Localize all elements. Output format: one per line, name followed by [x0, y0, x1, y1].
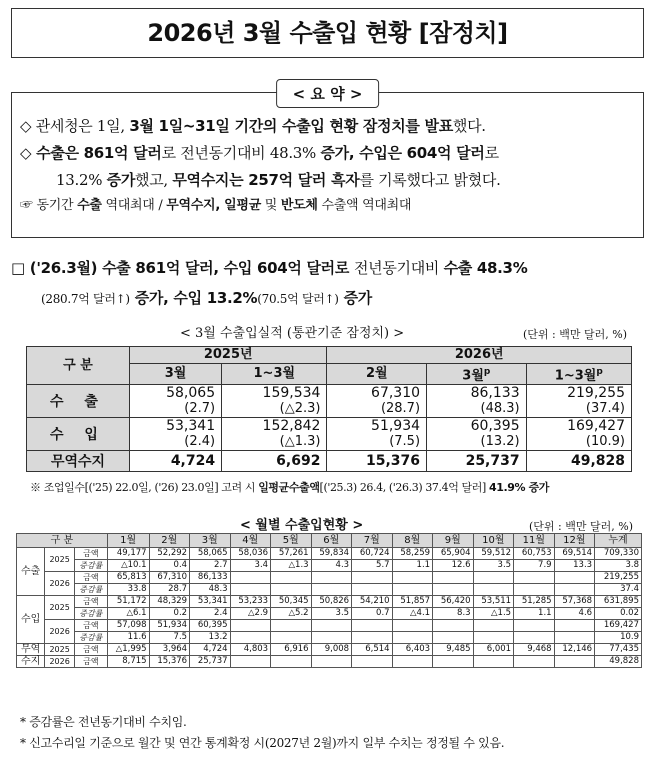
table2-cell: 51,857 — [392, 596, 433, 608]
table2-cell: 1.1 — [514, 608, 555, 620]
table2-cell: 52,292 — [149, 548, 190, 560]
table1-cell: 86,133 — [427, 385, 527, 402]
table2-cell — [554, 620, 595, 632]
table2-cell: 6,514 — [352, 644, 393, 656]
table2-cell — [311, 656, 352, 668]
table2-cell: 13.3 — [554, 560, 595, 572]
table2-cell: 4.6 — [554, 608, 595, 620]
table2-cell: 60,724 — [352, 548, 393, 560]
table1-cell: 219,255 — [526, 385, 631, 402]
table2-cell: 60,753 — [514, 548, 555, 560]
table2-header-cell: 5월 — [271, 534, 312, 548]
table2-cell: 57,261 — [271, 548, 312, 560]
table2-cell — [514, 620, 555, 632]
table2-cell: 9,468 — [514, 644, 555, 656]
table2-cell — [352, 656, 393, 668]
table1-col: 3월$^p$ — [427, 364, 527, 385]
table2-row-label: 증감률 — [74, 560, 107, 572]
table2-header-cell: 10월 — [473, 534, 514, 548]
table2-cell: 0.7 — [352, 608, 393, 620]
table2-cell: 9,485 — [433, 644, 474, 656]
table2-row-balance — [17, 656, 642, 668]
table2-cell: 48,329 — [149, 596, 190, 608]
table2-row-label: 금액 — [74, 596, 107, 608]
table2-cell — [311, 632, 352, 644]
table2-cell: 54,210 — [352, 596, 393, 608]
table2-cell — [473, 572, 514, 584]
table2-cell — [352, 584, 393, 596]
table2-row-label: 증감률 — [74, 632, 107, 644]
table2-cell: 57,368 — [554, 596, 595, 608]
table2-cell: 6,403 — [392, 644, 433, 656]
table1-cell: 152,842 — [222, 418, 327, 435]
table2-group-label: 수출 — [17, 548, 45, 596]
table2-cell: 4,724 — [190, 644, 231, 656]
table2-row-balance — [17, 644, 642, 656]
table2-year-label: 2026 — [45, 656, 75, 668]
table2-cell: 53,511 — [473, 596, 514, 608]
table2-header-cell: 12월 — [554, 534, 595, 548]
footnote: * 신고수리일 기준으로 월간 및 연간 통계확정 시(2027년 2월)까지 일부 수치는 정정될 수 있음. — [20, 736, 505, 750]
table2-year-label: 2025 — [45, 596, 75, 620]
table2-cell — [311, 572, 352, 584]
table2-cell: 7.5 — [149, 632, 190, 644]
table2-cell — [433, 572, 474, 584]
table1-cell: 169,427 — [526, 418, 631, 435]
table2-cell — [392, 656, 433, 668]
table2-cell — [271, 584, 312, 596]
table2-cell: 2.7 — [190, 560, 231, 572]
table2-cell — [271, 572, 312, 584]
summary-bullet-1: ◇ 관세청은 1일, 3월 1일~31일 기간의 수출입 현황 잠정치를 발표했다. — [20, 117, 486, 135]
table2-header-cell: 7월 — [352, 534, 393, 548]
table2-cell: 9,008 — [311, 644, 352, 656]
table1-cell: (10.9) — [526, 434, 631, 451]
table2-group-label: 수입 — [17, 596, 45, 644]
table2-cell: 6,001 — [473, 644, 514, 656]
table2-cell: 65,813 — [107, 572, 149, 584]
table1-row-export — [27, 385, 632, 402]
table2-cell: 219,255 — [595, 572, 642, 584]
table2-header-cell: 11월 — [514, 534, 555, 548]
table2-cell: △1.3 — [271, 560, 312, 572]
table1-header-year2: 2026년 — [327, 347, 632, 364]
table2-header-cell: 1월 — [107, 534, 149, 548]
table2-cell: 67,310 — [149, 572, 190, 584]
table2-header-cell: 2월 — [149, 534, 190, 548]
table1-col: 3월 — [130, 364, 222, 385]
table2-row — [17, 548, 642, 560]
table2-year-label: 2025 — [45, 548, 75, 572]
table2-cell: 4,803 — [230, 644, 271, 656]
table2-cell — [392, 584, 433, 596]
table2-row — [17, 572, 642, 584]
table2-cell: 53,341 — [190, 596, 231, 608]
table2-row — [17, 584, 642, 596]
table2-cell — [311, 584, 352, 596]
table2-year-label: 2025 — [45, 644, 75, 656]
table2-cell — [230, 632, 271, 644]
table2-cell — [473, 656, 514, 668]
table2-cell — [554, 632, 595, 644]
table2-cell: 60,395 — [190, 620, 231, 632]
footnotes — [20, 712, 504, 754]
summary-note: ☞ 동기간 수출 역대최대 / 무역수지, 일평균 및 반도체 수출액 역대최대 — [20, 198, 412, 213]
table2-group-label: 수지 — [17, 656, 45, 668]
footnote: * 증감률은 전년동기대비 수치임. — [20, 715, 187, 729]
table2-header-cell: 누계 — [595, 534, 642, 548]
table2-cell: 59,834 — [311, 548, 352, 560]
table2-cell — [352, 620, 393, 632]
table2-cell — [230, 584, 271, 596]
table2-header-cell: 8월 — [392, 534, 433, 548]
table2-cell: △1.5 — [473, 608, 514, 620]
table2-cell: 12.6 — [433, 560, 474, 572]
table2-cell: 169,427 — [595, 620, 642, 632]
table1-cell: 49,828 — [526, 451, 631, 472]
monthly-trade-table — [16, 533, 642, 668]
table2-unit: (단위 : 백만 달러, %) — [529, 520, 633, 533]
monthly-summary-table — [26, 346, 632, 472]
table2-cell: 12,146 — [554, 644, 595, 656]
table2-cell — [514, 584, 555, 596]
table1-row-label: 수 출 — [27, 385, 130, 418]
table2-cell: 50,345 — [271, 596, 312, 608]
table1-row-label: 수 입 — [27, 418, 130, 451]
table2-cell: △4.1 — [392, 608, 433, 620]
table2-cell — [554, 584, 595, 596]
table2-cell: △6.1 — [107, 608, 149, 620]
table2-cell — [352, 632, 393, 644]
summary-label: < 요 약 > — [276, 79, 380, 108]
table2-year-label: 2026 — [45, 620, 75, 644]
table1-row-label: 무역수지 — [27, 451, 130, 472]
table2-cell: △2.9 — [230, 608, 271, 620]
table1-unit: (단위 : 백만 달러, %) — [523, 328, 627, 341]
table1-row-import — [27, 418, 632, 435]
table2-cell — [392, 572, 433, 584]
table1-col: 1~3월 — [222, 364, 327, 385]
table1-cell: 6,692 — [222, 451, 327, 472]
table2-row-label: 금액 — [74, 572, 107, 584]
table2-cell: 15,376 — [149, 656, 190, 668]
table2-cell: 8,715 — [107, 656, 149, 668]
table1-col: 1~3월$^p$ — [526, 364, 631, 385]
table1-cell: 159,534 — [222, 385, 327, 402]
summary-bullet-2: ◇ 수출은 861억 달러로 전년동기대비 48.3% 증가, 수입은 604억 달러로 — [20, 144, 499, 162]
table2-cell: 8.3 — [433, 608, 474, 620]
table2-row-label: 증감률 — [74, 584, 107, 596]
table2-cell: 4.3 — [311, 560, 352, 572]
table2-cell — [392, 620, 433, 632]
table2-cell: 77,435 — [595, 644, 642, 656]
table2-cell: 3.5 — [473, 560, 514, 572]
table1-cell: 58,065 — [130, 385, 222, 402]
table2-year-label: 2026 — [45, 572, 75, 596]
table2-cell: 13.2 — [190, 632, 231, 644]
table2-cell — [271, 632, 312, 644]
table2-cell — [230, 620, 271, 632]
table1-header-group: 구 분 — [27, 347, 130, 385]
table2-cell — [392, 632, 433, 644]
table2-row — [17, 632, 642, 644]
table2-cell: 57,098 — [107, 620, 149, 632]
table2-cell: 58,036 — [230, 548, 271, 560]
table1-note: ※ 조업일수[('25) 22.0일, ('26) 23.0일] 고려 시 일평균수출액[('25.3) 26.4, ('26.3) 37.4억 달러] 41.9% 증가 — [30, 481, 550, 494]
table2-row-label: 증감률 — [74, 608, 107, 620]
table1-header-year1: 2025년 — [130, 347, 327, 364]
table2-cell: 65,904 — [433, 548, 474, 560]
table2-cell: 51,285 — [514, 596, 555, 608]
table2-row — [17, 596, 642, 608]
table2-cell — [554, 656, 595, 668]
table2-cell: 33.8 — [107, 584, 149, 596]
table2-cell — [230, 572, 271, 584]
table1-col: 2월 — [327, 364, 427, 385]
table2-row — [17, 608, 642, 620]
table1-cell: (13.2) — [427, 434, 527, 451]
table2-cell: 3,964 — [149, 644, 190, 656]
table1-cell: 25,737 — [427, 451, 527, 472]
page-title: 2026년 3월 수출입 현황 [잠정치] — [11, 8, 644, 58]
main-paragraph: □ ('26.3월) 수출 861억 달러, 수입 604억 달러로 전년동기대비 수출 48.3% (280.7억 달러↑) 증가, 수입 13.2%(70.5억 달러↑) 증가 — [11, 259, 528, 307]
table2-cell: 28.7 — [149, 584, 190, 596]
table2-cell: △1,995 — [107, 644, 149, 656]
table2-cell — [433, 620, 474, 632]
table1-row-balance — [27, 451, 632, 472]
table1-cell: (37.4) — [526, 401, 631, 418]
table2-header-cell: 6월 — [311, 534, 352, 548]
table1-cell: (2.4) — [130, 434, 222, 451]
table2-cell: 2.4 — [190, 608, 231, 620]
table2-cell: 3.4 — [230, 560, 271, 572]
table2-cell: 10.9 — [595, 632, 642, 644]
table2-cell — [473, 632, 514, 644]
table1-cell: 60,395 — [427, 418, 527, 435]
table1-cell: (48.3) — [427, 401, 527, 418]
table1-cell: 4,724 — [130, 451, 222, 472]
table2-cell: 51,934 — [149, 620, 190, 632]
table2-cell: △5.2 — [271, 608, 312, 620]
table2-cell: 48.3 — [190, 584, 231, 596]
table2-row — [17, 560, 642, 572]
table2-cell: 709,330 — [595, 548, 642, 560]
summary-box — [11, 85, 644, 238]
table2-cell: 50,826 — [311, 596, 352, 608]
table2-row-label: 금액 — [74, 656, 107, 668]
table2-cell: 1.1 — [392, 560, 433, 572]
table1-cell: 15,376 — [327, 451, 427, 472]
table2-cell — [230, 656, 271, 668]
table1-caption: < 3월 수출입실적 (통관기준 잠정치) > (단위 : 백만 달러, %) — [180, 326, 627, 341]
table2-cell: 3.8 — [595, 560, 642, 572]
table2-cell — [433, 632, 474, 644]
table2-cell — [514, 656, 555, 668]
table2-cell: 0.2 — [149, 608, 190, 620]
table2-cell: 5.7 — [352, 560, 393, 572]
table2-cell: 631,895 — [595, 596, 642, 608]
table2-row-label: 금액 — [74, 644, 107, 656]
table1-cell: (2.7) — [130, 401, 222, 418]
table2-cell: 59,512 — [473, 548, 514, 560]
table1-cell: 67,310 — [327, 385, 427, 402]
table2-cell: 58,259 — [392, 548, 433, 560]
table2-cell: 49,177 — [107, 548, 149, 560]
table2-row-label: 금액 — [74, 620, 107, 632]
table2-cell: △10.1 — [107, 560, 149, 572]
table2-cell: 7.9 — [514, 560, 555, 572]
table2-cell — [473, 620, 514, 632]
table2-row-label: 금액 — [74, 548, 107, 560]
table2-cell — [311, 620, 352, 632]
table2-cell: 11.6 — [107, 632, 149, 644]
table1-cell: (28.7) — [327, 401, 427, 418]
table2-cell — [514, 572, 555, 584]
table2-cell: 25,737 — [190, 656, 231, 668]
table2-cell — [271, 656, 312, 668]
table2-cell: 56,420 — [433, 596, 474, 608]
table2-caption: < 월별 수출입현황 > (단위 : 백만 달러, %) — [240, 518, 633, 533]
table2-cell: 49,828 — [595, 656, 642, 668]
table2-cell — [473, 584, 514, 596]
table2-cell: 37.4 — [595, 584, 642, 596]
table2-cell — [352, 572, 393, 584]
table2-header-cell: 구 분 — [17, 534, 108, 548]
table1-cell: (△2.3) — [222, 401, 327, 418]
table2-cell: 3.5 — [311, 608, 352, 620]
table2-cell: 58,065 — [190, 548, 231, 560]
table2-group-label: 무역 — [17, 644, 45, 656]
table2-row — [17, 620, 642, 632]
table2-cell: 0.02 — [595, 608, 642, 620]
table2-header-cell: 9월 — [433, 534, 474, 548]
table2-cell: 51,172 — [107, 596, 149, 608]
table2-cell — [514, 632, 555, 644]
table2-header-cell: 4월 — [230, 534, 271, 548]
table2-cell: 53,233 — [230, 596, 271, 608]
table1-cell: (7.5) — [327, 434, 427, 451]
table2-cell: 86,133 — [190, 572, 231, 584]
table1-cell: 51,934 — [327, 418, 427, 435]
table1-cell: (△1.3) — [222, 434, 327, 451]
summary-bullet-2-cont: 13.2% 증가했고, 무역수지는 257억 달러 흑자를 기록했다고 밝혔다. — [56, 171, 501, 189]
table2-cell — [271, 620, 312, 632]
table1-cell: 53,341 — [130, 418, 222, 435]
table2-header-cell: 3월 — [190, 534, 231, 548]
table2-cell: 69,514 — [554, 548, 595, 560]
table2-cell — [433, 584, 474, 596]
table2-cell — [433, 656, 474, 668]
table2-cell — [554, 572, 595, 584]
table2-cell: 0.4 — [149, 560, 190, 572]
table2-cell: 6,916 — [271, 644, 312, 656]
